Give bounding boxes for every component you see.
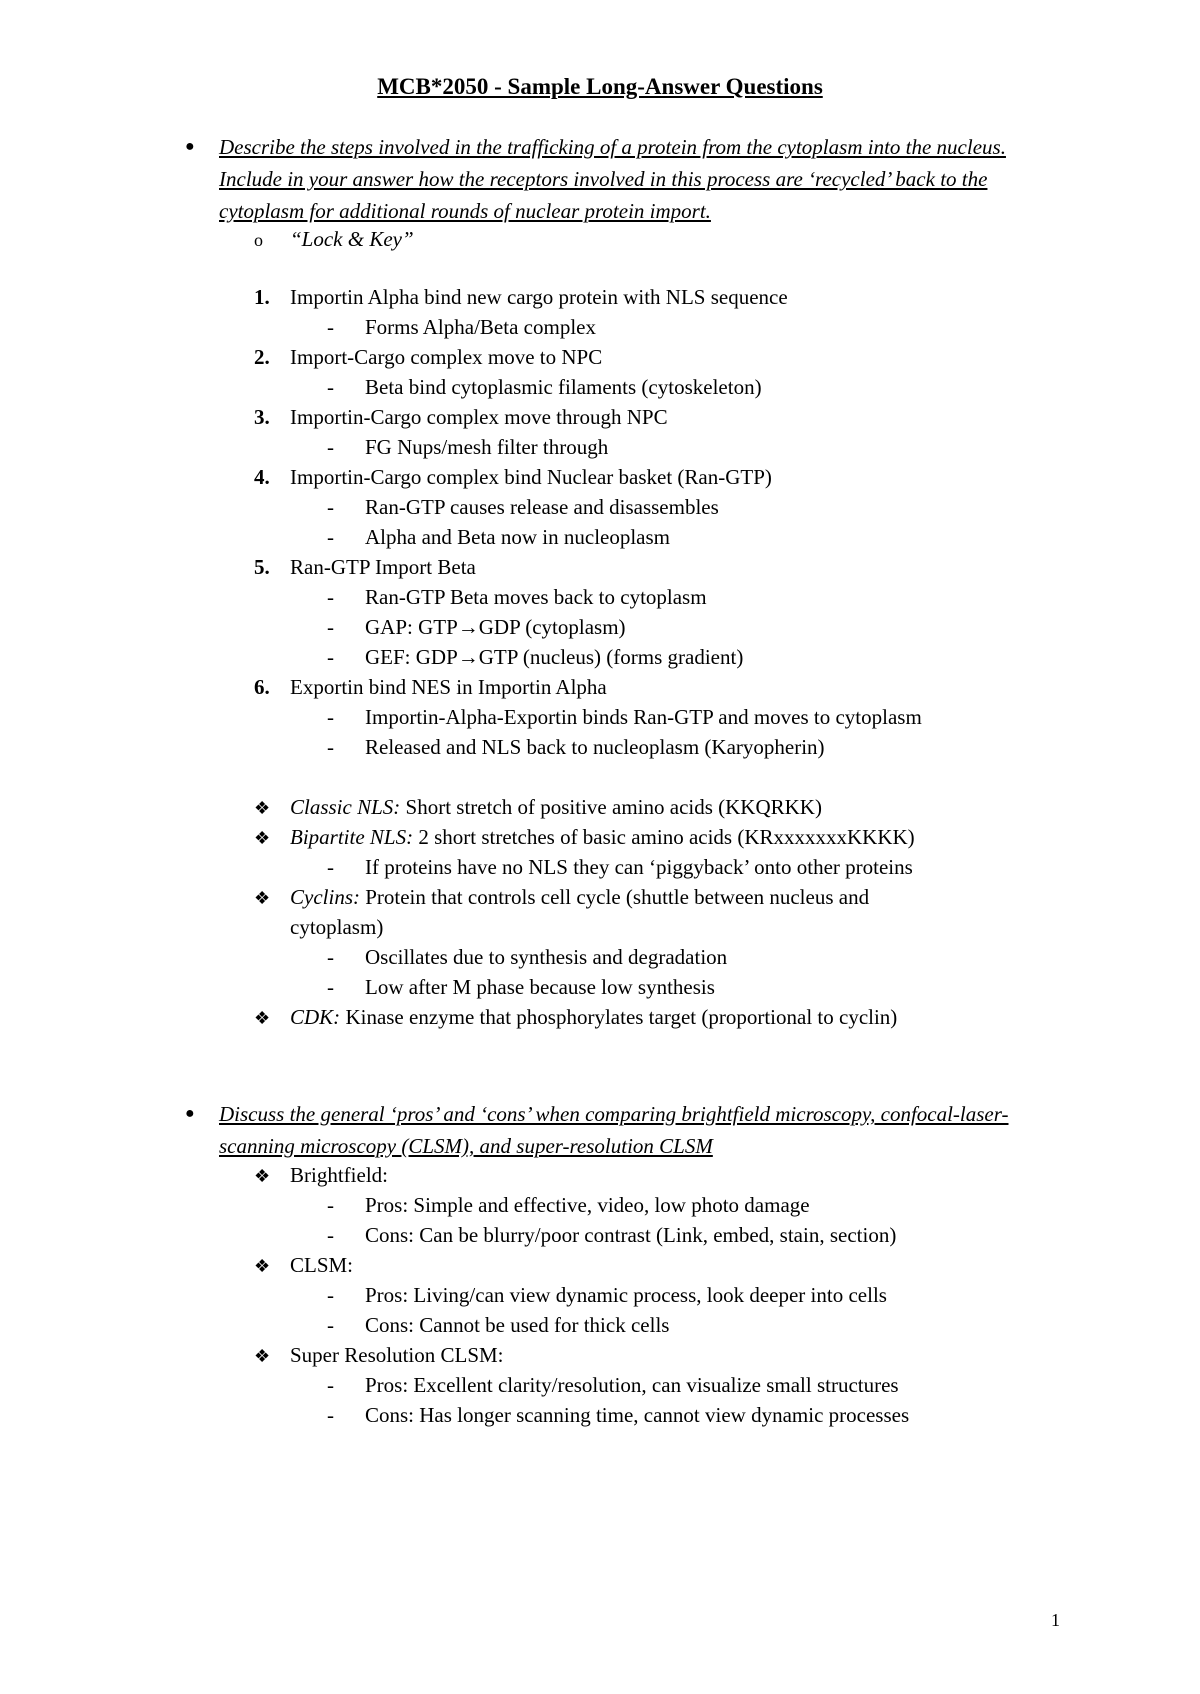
step-detail: - FG Nups/mesh filter through [327, 435, 609, 459]
diamond-bullet-icon: ❖ [254, 1008, 271, 1028]
step-4: 4. Importin-Cargo complex bind Nuclear basket (Ran-GTP) [254, 465, 772, 489]
pros-line: - Pros: Simple and effective, video, low photo damage [327, 1193, 810, 1217]
section-clsm: ❖ CLSM: [254, 1250, 353, 1281]
diamond-bullet-icon: ❖ [254, 1346, 271, 1366]
bullet-icon: ● [185, 138, 195, 155]
step-1: 1. Importin Alpha bind new cargo protein with NLS sequence [254, 285, 788, 309]
step-3: 3. Importin-Cargo complex move through NPC [254, 405, 668, 429]
cons-line: - Cons: Can be blurry/poor contrast (Link, embed, stain, section) [327, 1223, 897, 1247]
step-detail: - Ran-GTP Beta moves back to cytoplasm [327, 585, 707, 609]
note-bipartite-nls: ❖ Bipartite NLS: 2 short stretches of basic amino acids (KRxxxxxxxKKKK) [254, 822, 915, 853]
question-2 [185, 1098, 1049, 1162]
step-detail: - GEF: GDP→GTP (nucleus) (forms gradient) [327, 645, 744, 669]
note-detail: - Oscillates due to synthesis and degradation [327, 945, 728, 969]
question-1 [185, 131, 1049, 227]
note-detail: - Low after M phase because low synthesis [327, 975, 715, 999]
step-detail: - Alpha and Beta now in nucleoplasm [327, 525, 671, 549]
page-number: 1 [1051, 1610, 1060, 1630]
step-2: 2. Import-Cargo complex move to NPC [254, 345, 603, 369]
page-title: MCB*2050 - Sample Long-Answer Questions [377, 74, 823, 99]
step-detail: - GAP: GTP→GDP (cytoplasm) [327, 615, 626, 639]
diamond-bullet-icon: ❖ [254, 888, 271, 908]
pros-line: - Pros: Living/can view dynamic process, look deeper into cells [327, 1283, 887, 1307]
bullet-icon: ● [185, 1105, 195, 1122]
diamond-bullet-icon: ❖ [254, 1256, 271, 1276]
pros-line: - Pros: Excellent clarity/resolution, can visualize small structures [327, 1373, 899, 1397]
cons-line: - Cons: Cannot be used for thick cells [327, 1313, 670, 1337]
note-classic-nls: ❖ Classic NLS: Short stretch of positive amino acids (KKQRKK) [254, 792, 822, 823]
note-detail: - If proteins have no NLS they can ‘piggyback’ onto other proteins [327, 855, 913, 879]
sub-point-text: “Lock & Key” [290, 227, 414, 251]
diamond-bullet-icon: ❖ [254, 828, 271, 848]
section-super-resolution: ❖ Super Resolution CLSM: [254, 1340, 504, 1371]
step-detail: - Ran-GTP causes release and disassembles [327, 495, 719, 519]
diamond-bullet-icon: ❖ [254, 1166, 271, 1186]
cons-line: - Cons: Has longer scanning time, cannot view dynamic processes [327, 1403, 910, 1427]
step-5: 5. Ran-GTP Import Beta [254, 555, 476, 579]
circle-bullet-icon: o [254, 230, 263, 250]
step-detail: - Beta bind cytoplasmic filaments (cytoskeleton) [327, 375, 762, 399]
note-continuation: cytoplasm) [290, 915, 384, 939]
step-detail: - Importin-Alpha-Exportin binds Ran-GTP and moves to cytoplasm [327, 705, 922, 729]
note-cdk: ❖ CDK: Kinase enzyme that phosphorylates target (proportional to cyclin) [254, 1002, 897, 1033]
note-cyclins: ❖ Cyclins: Protein that controls cell cycle (shuttle between nucleus and [254, 882, 869, 913]
diamond-bullet-icon: ❖ [254, 798, 271, 818]
section-brightfield: ❖ Brightfield: [254, 1160, 388, 1191]
step-6: 6. Exportin bind NES in Importin Alpha [254, 675, 607, 699]
sub-point [254, 224, 414, 255]
step-detail: - Forms Alpha/Beta complex [327, 315, 596, 339]
question-2-text: Discuss the general ‘pros’ and ‘cons’ when comparing brightfield microscopy, confocal-laser-scanning microscopy (CLSM), and super-resolution CLSM [219, 1102, 1009, 1158]
question-1-text: Describe the steps involved in the trafficking of a protein from the cytoplasm into the nucleus. Include in your answer how the receptors involved in this process are ‘recycled’ back to the cytoplasm for additional rounds of nuclear protein import. [219, 135, 1006, 223]
step-detail: - Released and NLS back to nucleoplasm (Karyopherin) [327, 735, 825, 759]
